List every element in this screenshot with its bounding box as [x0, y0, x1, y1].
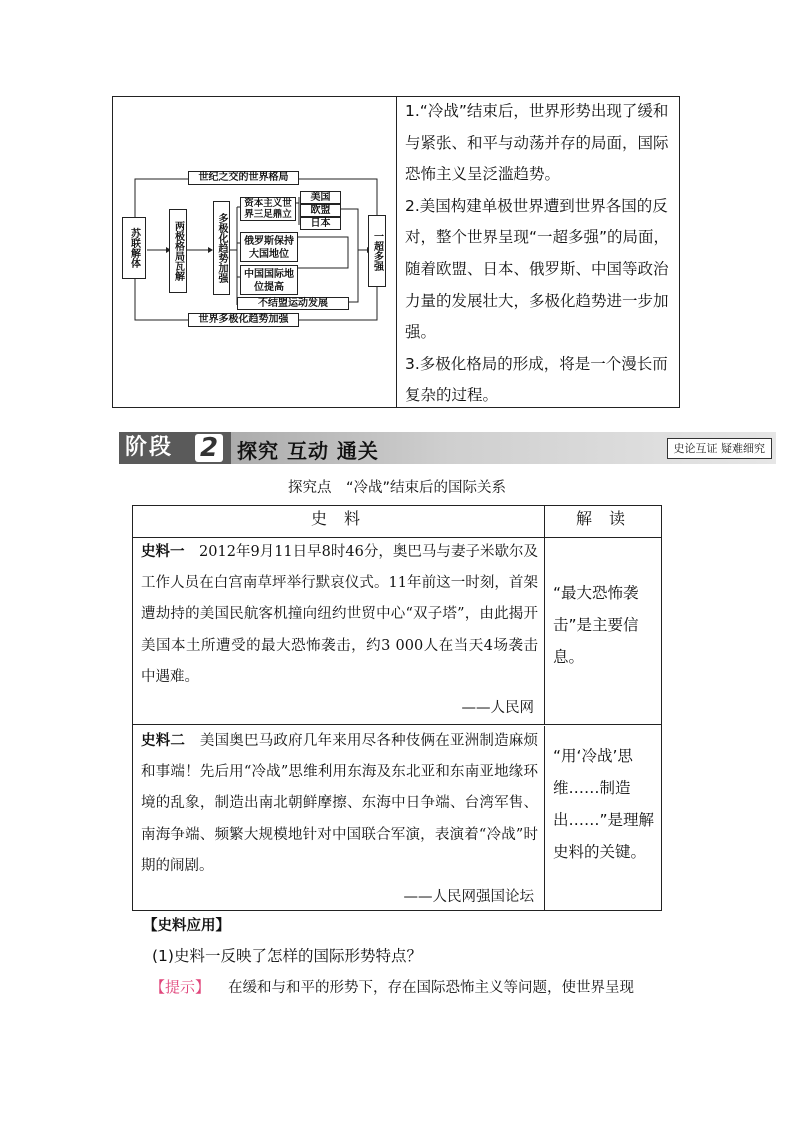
header-source: 史 料 [310, 509, 367, 528]
summary-note: 1.“冷战”结束后，世界形势出现了缓和与紧张、和平与动荡并存的局面，国际恐怖主义呈泛滥趋势。 [405, 102, 669, 184]
diagram-superpower-box: 一超多强 [368, 215, 386, 287]
stage-number: 2 [195, 434, 223, 462]
table-row [133, 726, 661, 910]
source-text: 美国奥巴马政府几年来用尽各种伎俩在亚洲制造麻烦和事端！先后用“冷战”思维利用东海及东北亚和东南亚地缘环境的乱象，制造出南北朝鲜摩擦、东海中日争端、台湾军售、南海争端、频繁大规模地针对中国联合军演，表演着“冷战”时期的闹剧。 [141, 733, 539, 874]
table-header [133, 506, 661, 538]
structure-diagram [113, 97, 397, 407]
question: (1)史料一反映了怎样的国际形势特点？ [152, 947, 422, 965]
diagram-ussr-box: 苏联解体 [122, 217, 146, 279]
hint-tag: 【提示】 [150, 978, 211, 996]
diagram-bipolar-box: 两极格局瓦解 [169, 209, 187, 293]
reading-cell: “最大恐怖袭击”是主要信息。 [544, 537, 661, 724]
diagram-bottom-label: 世界多极化趋势加强 [188, 313, 299, 327]
hint-text: 在缓和与和平的形势下，存在国际恐怖主义等问题，使世界呈现 [228, 980, 635, 996]
reading-cell: “用‘冷战’思维……制造出……”是理解史料的关键。 [544, 726, 661, 910]
source-citation: ——人民网 [461, 700, 534, 717]
diagram-member-japan: 日本 [300, 217, 341, 230]
diagram-multipolar-box: 多极化趋势加强 [213, 201, 230, 295]
banner-tag: 史论互证 疑难细究 [667, 438, 773, 459]
source-label: 史料一 [141, 544, 185, 560]
diagram-capitalist-box: 资本主义世界三足鼎立 [240, 197, 296, 221]
stage-label [119, 432, 231, 464]
diagram-russia-box: 俄罗斯保持大国地位 [240, 232, 298, 262]
summary-note: 3.多极化格局的形成，将是一个漫长而复杂的过程。 [405, 354, 668, 405]
banner-title: 探究 互动 通关 [237, 439, 379, 463]
stage-word: 阶段 [125, 435, 174, 460]
table-row [133, 537, 661, 725]
summary-table [112, 96, 680, 408]
source-text: 2012年9月11日早8时46分，奥巴马与妻子米歇尔及工作人员在白宫南草坪举行默哀仪式。11年前这一时刻，首架遭劫持的美国民航客机撞向纽约世贸中心“双子塔”，由此揭开美国本土所遭受的最大恐怖袭击，约3 000人在当天4场袭击中遇难。 [141, 544, 538, 685]
subheading: 探究点 “冷战”结束后的国际关系 [287, 480, 507, 496]
diagram-member-usa: 美国 [300, 191, 341, 204]
source-table [132, 505, 662, 911]
application-heading: 【史料应用】 [143, 918, 230, 934]
diagram-nonaligned-box: 不结盟运动发展 [237, 297, 349, 310]
source-label: 史料二 [141, 733, 186, 749]
diagram-member-eu: 欧盟 [300, 204, 341, 217]
header-reading: 解 读 [544, 506, 662, 537]
diagram-top-label: 世纪之交的世界格局 [188, 171, 299, 185]
source-citation: ——人民网强国论坛 [403, 889, 534, 906]
hint [150, 976, 690, 997]
source-cell [133, 537, 544, 724]
section-banner [119, 432, 776, 464]
diagram-china-box: 中国国际地位提高 [240, 265, 298, 295]
source-cell [133, 726, 544, 913]
summary-note: 2.美国构建单极世界遭到世界各国的反对，整个世界呈现“一超多强”的局面，随着欧盟、日本、俄罗斯、中国等政治力量的发展壮大，多极化趋势进一步加强。 [405, 196, 670, 342]
summary-notes [397, 97, 679, 407]
